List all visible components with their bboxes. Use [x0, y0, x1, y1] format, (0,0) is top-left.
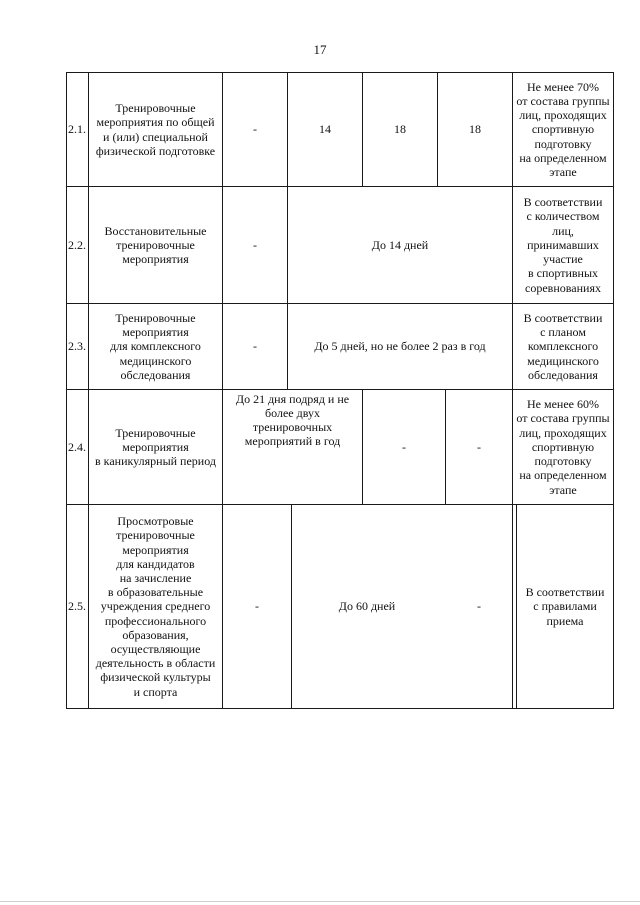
merged-value-cell: До 14 дней — [371, 237, 429, 252]
merged-value-cell: До 5 дней, но не более 2 раз в год — [314, 339, 486, 354]
note-cell: Не менее 60% от состава группы лиц, проходящих спортивную подготовку на определенном этапе — [516, 397, 610, 497]
event-name: Тренировочные мероприятия в каникулярный период — [95, 425, 216, 469]
row-number: 2.3. — [68, 339, 86, 354]
event-name: Восстановительные тренировочные мероприятия — [104, 223, 207, 267]
note-cell: В соответствии с планом комплексного медицинского обследования — [523, 310, 603, 382]
value-cell: - — [253, 237, 257, 252]
value-cell: 18 — [469, 122, 481, 137]
merged-value-cell: До 60 дней — [338, 599, 396, 614]
value-cell: - — [477, 439, 481, 454]
event-name: Просмотровые тренировочные мероприятия для кандидатов на зачисление в образовательные учреждения среднего профессионального образования, осуществляющие деятельность в области физической культуры и спорта — [95, 514, 216, 699]
value-cell: 18 — [394, 122, 406, 137]
value-cell: - — [477, 599, 481, 614]
note-cell: Не менее 70% от состава группы лиц, проходящих спортивную подготовку на определенном этапе — [516, 79, 610, 179]
note-cell: В соответствии с правилами приема — [525, 585, 605, 628]
value-cell: - — [255, 599, 259, 614]
row-number: 2.1. — [68, 122, 86, 137]
value-cell: - — [253, 339, 257, 354]
value-cell: 14 — [319, 122, 331, 137]
note-cell: В соответствии с количеством лиц, принимавших участие в спортивных соревнованиях — [523, 195, 603, 295]
page-number: 17 — [313, 42, 327, 57]
row-number: 2.2. — [68, 237, 86, 252]
row-border — [66, 708, 614, 709]
event-name: Тренировочные мероприятия для комплексного медицинского обследования — [110, 310, 201, 382]
scan-edge — [0, 901, 640, 902]
training-events-table — [66, 72, 614, 709]
merged-value-cell: До 21 дня подряд и не более двух тренировочных мероприятий в год — [235, 391, 350, 449]
value-cell: - — [402, 439, 406, 454]
value-cell: - — [253, 122, 257, 137]
col-border — [613, 72, 614, 709]
row-number: 2.5. — [68, 599, 86, 614]
event-name: Тренировочные мероприятия по общей и (или) специальной физической подготовке — [95, 101, 216, 158]
row-number: 2.4. — [68, 439, 86, 454]
